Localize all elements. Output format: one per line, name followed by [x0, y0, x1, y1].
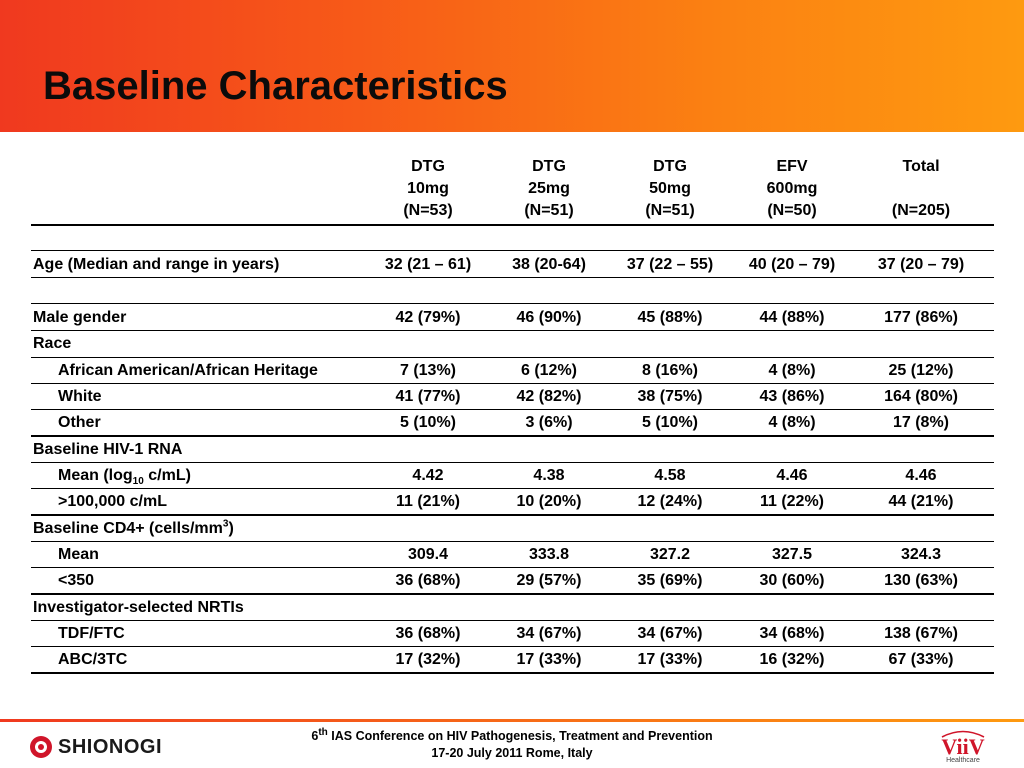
table-row-race: Race: [33, 335, 72, 352]
table-row-cd4: Baseline $CD4+ (cells/mm^3)$: [33, 518, 234, 537]
table-row-hiv-rna: Baseline HIV-1 RNA: [33, 441, 183, 458]
table-row-abc-3tc: ABC/3TC 17 (32%) 17 (33%) 17 (33%) 16 (32%) 67 (33%): [58, 651, 954, 668]
table-row-other: Other 5 (10%) 3 (6%) 5 (10%) 4 (8%) 17 (8%): [58, 414, 950, 431]
col-header-dtg25: DTG 25mg (N=51): [524, 158, 574, 219]
col-header-dtg50: DTG 50mg (N=51): [645, 158, 695, 219]
table-row-over-100k: >100,000 c/mL 11 (21%) 10 (20%) 12 (24%) 11 (22%) 44 (21%): [58, 493, 954, 510]
rule: [31, 250, 994, 251]
table-row-male: Male gender 42 (79%) 46 (90%) 45 (88%) 44 (88%) 177 (86%): [33, 309, 958, 326]
table-row-age: Age (Median and range in years) 32 (21 – 61) 38 (20-64) 37 (22 – 55) 40 (20 – 79) 37 (20 – 79): [33, 256, 965, 273]
shionogi-logo: SHIONOGI: [30, 733, 162, 761]
rule: [31, 224, 994, 226]
table-row-mean-log: Mean ($\log_{10}$ c/mL) 4.42 4.38 4.58 4.46 4.46: [58, 467, 937, 488]
table-header: [31, 156, 994, 226]
col-header-total: Total (N=205): [891, 158, 951, 219]
table-row-white: White 41 (77%) 42 (82%) 38 (75%) 43 (86%) 164 (80%): [58, 388, 958, 405]
rule: [31, 303, 994, 304]
svg-text:ViiV: ViiV: [941, 734, 985, 759]
rule: [31, 277, 994, 278]
baseline-table: [31, 156, 994, 668]
table-row-tdf-ftc: TDF/FTC 36 (68%) 34 (67%) 34 (67%) 34 (68%) 138 (67%): [58, 625, 958, 642]
viiv-healthcare-logo: [928, 728, 998, 764]
conference-caption: 6th IAS Conference on HIV Pathogenesis, Treatment and Prevention 17-20 July 2011 Rome, Italy: [311, 726, 713, 760]
table-row-african: African American/African Heritage 7 (13%) 6 (12%) 8 (16%) 4 (8%) 25 (12%): [58, 362, 954, 379]
table-row-under-350: <350 36 (68%) 29 (57%) 35 (69%) 30 (60%) 130 (63%): [58, 572, 958, 589]
slide-title: Baseline Characteristics: [43, 64, 508, 108]
rule: [31, 672, 994, 674]
table-row-cd4-mean: Mean 309.4 333.8 327.2 327.5 324.3: [58, 546, 942, 563]
table-row-nrti: Investigator-selected NRTIs: [33, 599, 244, 616]
col-header-efv600: EFV 600mg (N=50): [766, 158, 818, 219]
col-header-dtg10: DTG 10mg (N=53): [403, 158, 453, 219]
footer-divider: [0, 719, 1024, 722]
svg-text:Healthcare: Healthcare: [946, 757, 980, 764]
